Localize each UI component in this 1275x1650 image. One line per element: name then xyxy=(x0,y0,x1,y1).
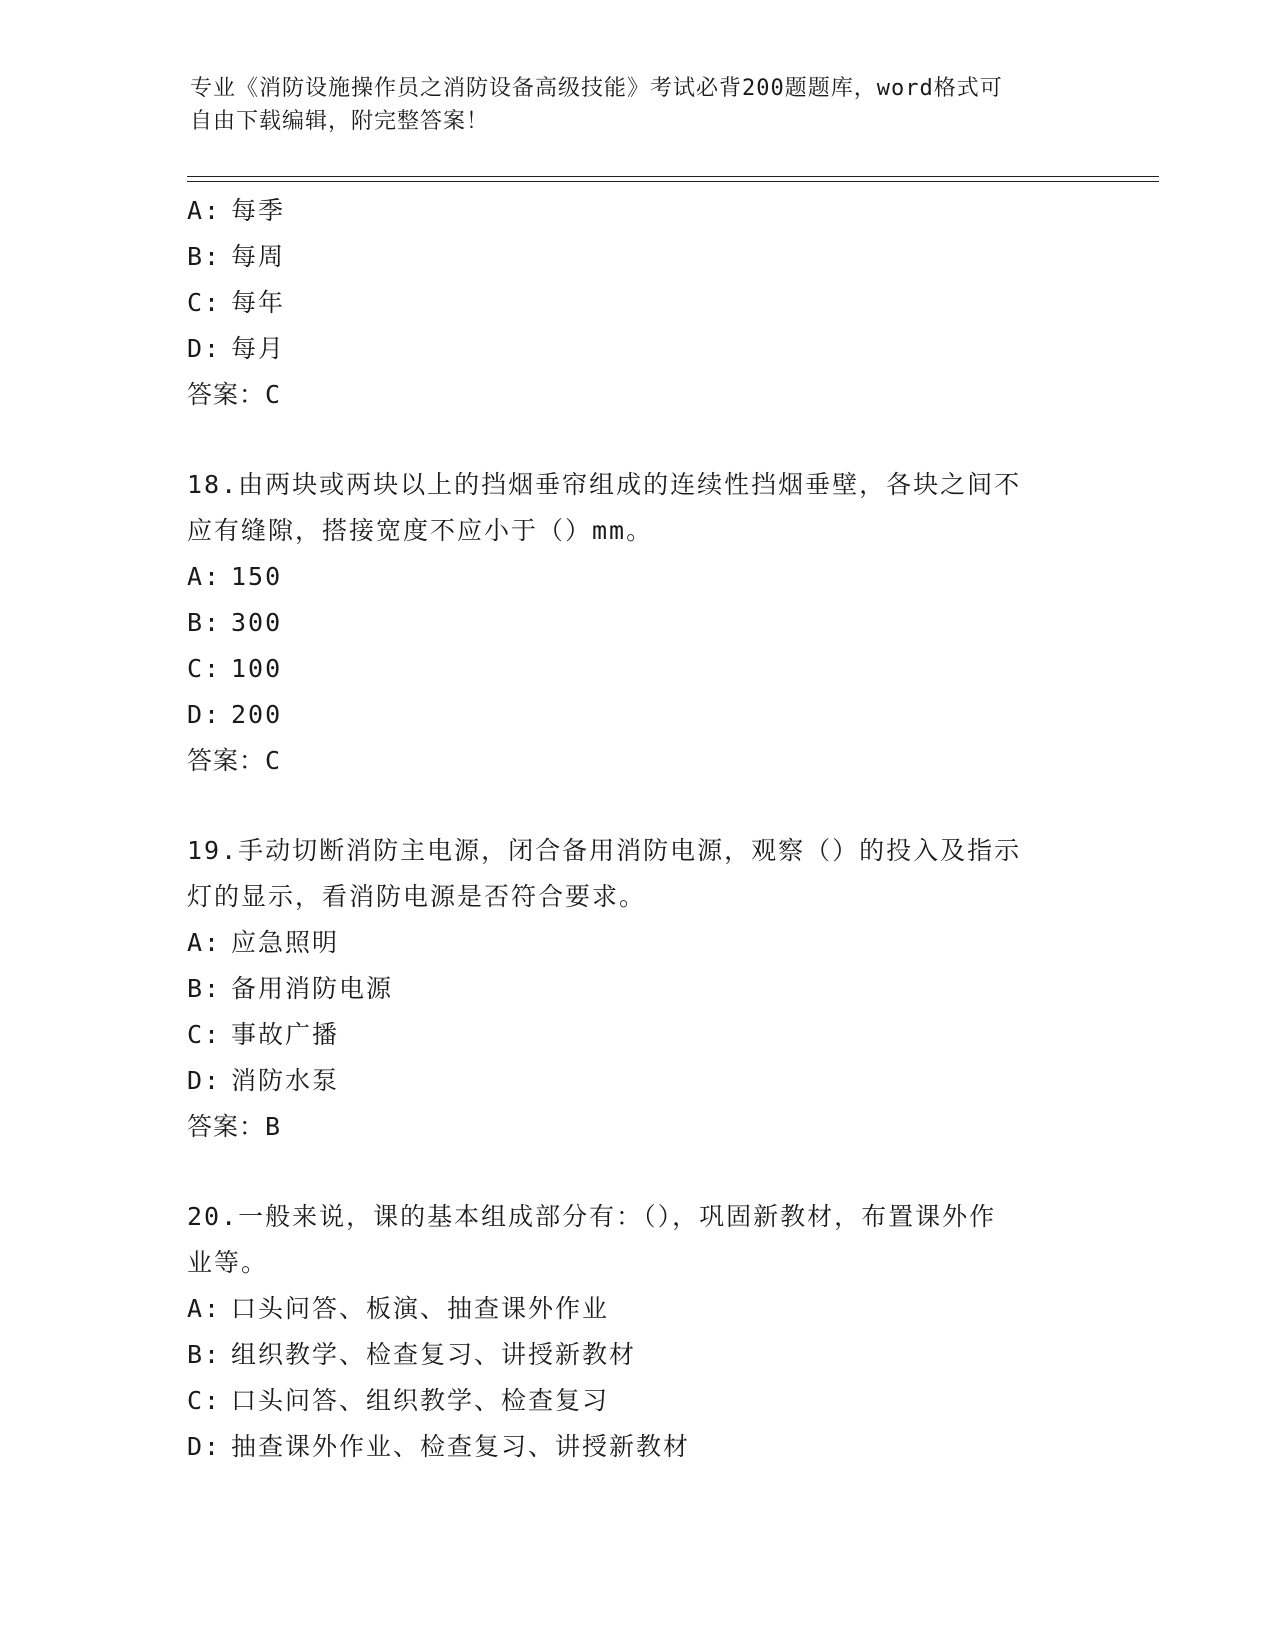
question-18 xyxy=(187,462,1087,784)
header-line-2: 自由下载编辑，附完整答案！ xyxy=(190,109,490,134)
option-a: A: 应急照明 xyxy=(187,928,340,957)
question-list xyxy=(187,188,1087,1470)
option-c: C: 口头问答、组织教学、检查复习 xyxy=(187,1386,610,1415)
header-rule-bottom xyxy=(187,181,1159,182)
answer: 答案：B xyxy=(187,1112,282,1141)
question-17 xyxy=(187,188,1087,418)
header-rule-top xyxy=(187,176,1159,177)
question-stem xyxy=(187,462,1087,554)
option-b: B: 组织教学、检查复习、讲授新教材 xyxy=(187,1340,637,1369)
option-d: D: 抽查课外作业、检查复习、讲授新教材 xyxy=(187,1432,691,1461)
option-d: D: 200 xyxy=(187,700,283,729)
document-header xyxy=(190,72,1070,138)
answer: 答案：C xyxy=(187,746,282,775)
option-c: C: 每年 xyxy=(187,288,286,317)
option-a: A: 口头问答、板演、抽查课外作业 xyxy=(187,1294,610,1323)
option-a: A: 每季 xyxy=(187,196,286,225)
stem-line-2: 灯的显示，看消防电源是否符合要求。 xyxy=(187,882,647,911)
option-b: B: 300 xyxy=(187,608,283,637)
stem-line-2: 业等。 xyxy=(187,1248,269,1277)
header-line-1: 专业《消防设施操作员之消防设备高级技能》考试必背200题题库，word格式可 xyxy=(190,76,1003,101)
stem-line-2: 应有缝隙，搭接宽度不应小于（）mm。 xyxy=(187,516,654,545)
question-19 xyxy=(187,828,1087,1150)
stem-line-1: 20.一般来说，课的基本组成部分有：（），巩固新教材，布置课外作 xyxy=(187,1202,997,1231)
option-a: A: 150 xyxy=(187,562,283,591)
answer: 答案：C xyxy=(187,380,282,409)
option-c: C: 100 xyxy=(187,654,283,683)
option-d: D: 每月 xyxy=(187,334,286,363)
stem-line-1: 19.手动切断消防主电源，闭合备用消防电源，观察（）的投入及指示 xyxy=(187,836,1022,865)
option-c: C: 事故广播 xyxy=(187,1020,340,1049)
question-stem xyxy=(187,1194,1087,1286)
question-stem xyxy=(187,828,1087,920)
option-b: B: 备用消防电源 xyxy=(187,974,394,1003)
question-20 xyxy=(187,1194,1087,1470)
option-b: B: 每周 xyxy=(187,242,286,271)
stem-line-1: 18.由两块或两块以上的挡烟垂帘组成的连续性挡烟垂壁，各块之间不 xyxy=(187,470,1022,499)
option-d: D: 消防水泵 xyxy=(187,1066,340,1095)
